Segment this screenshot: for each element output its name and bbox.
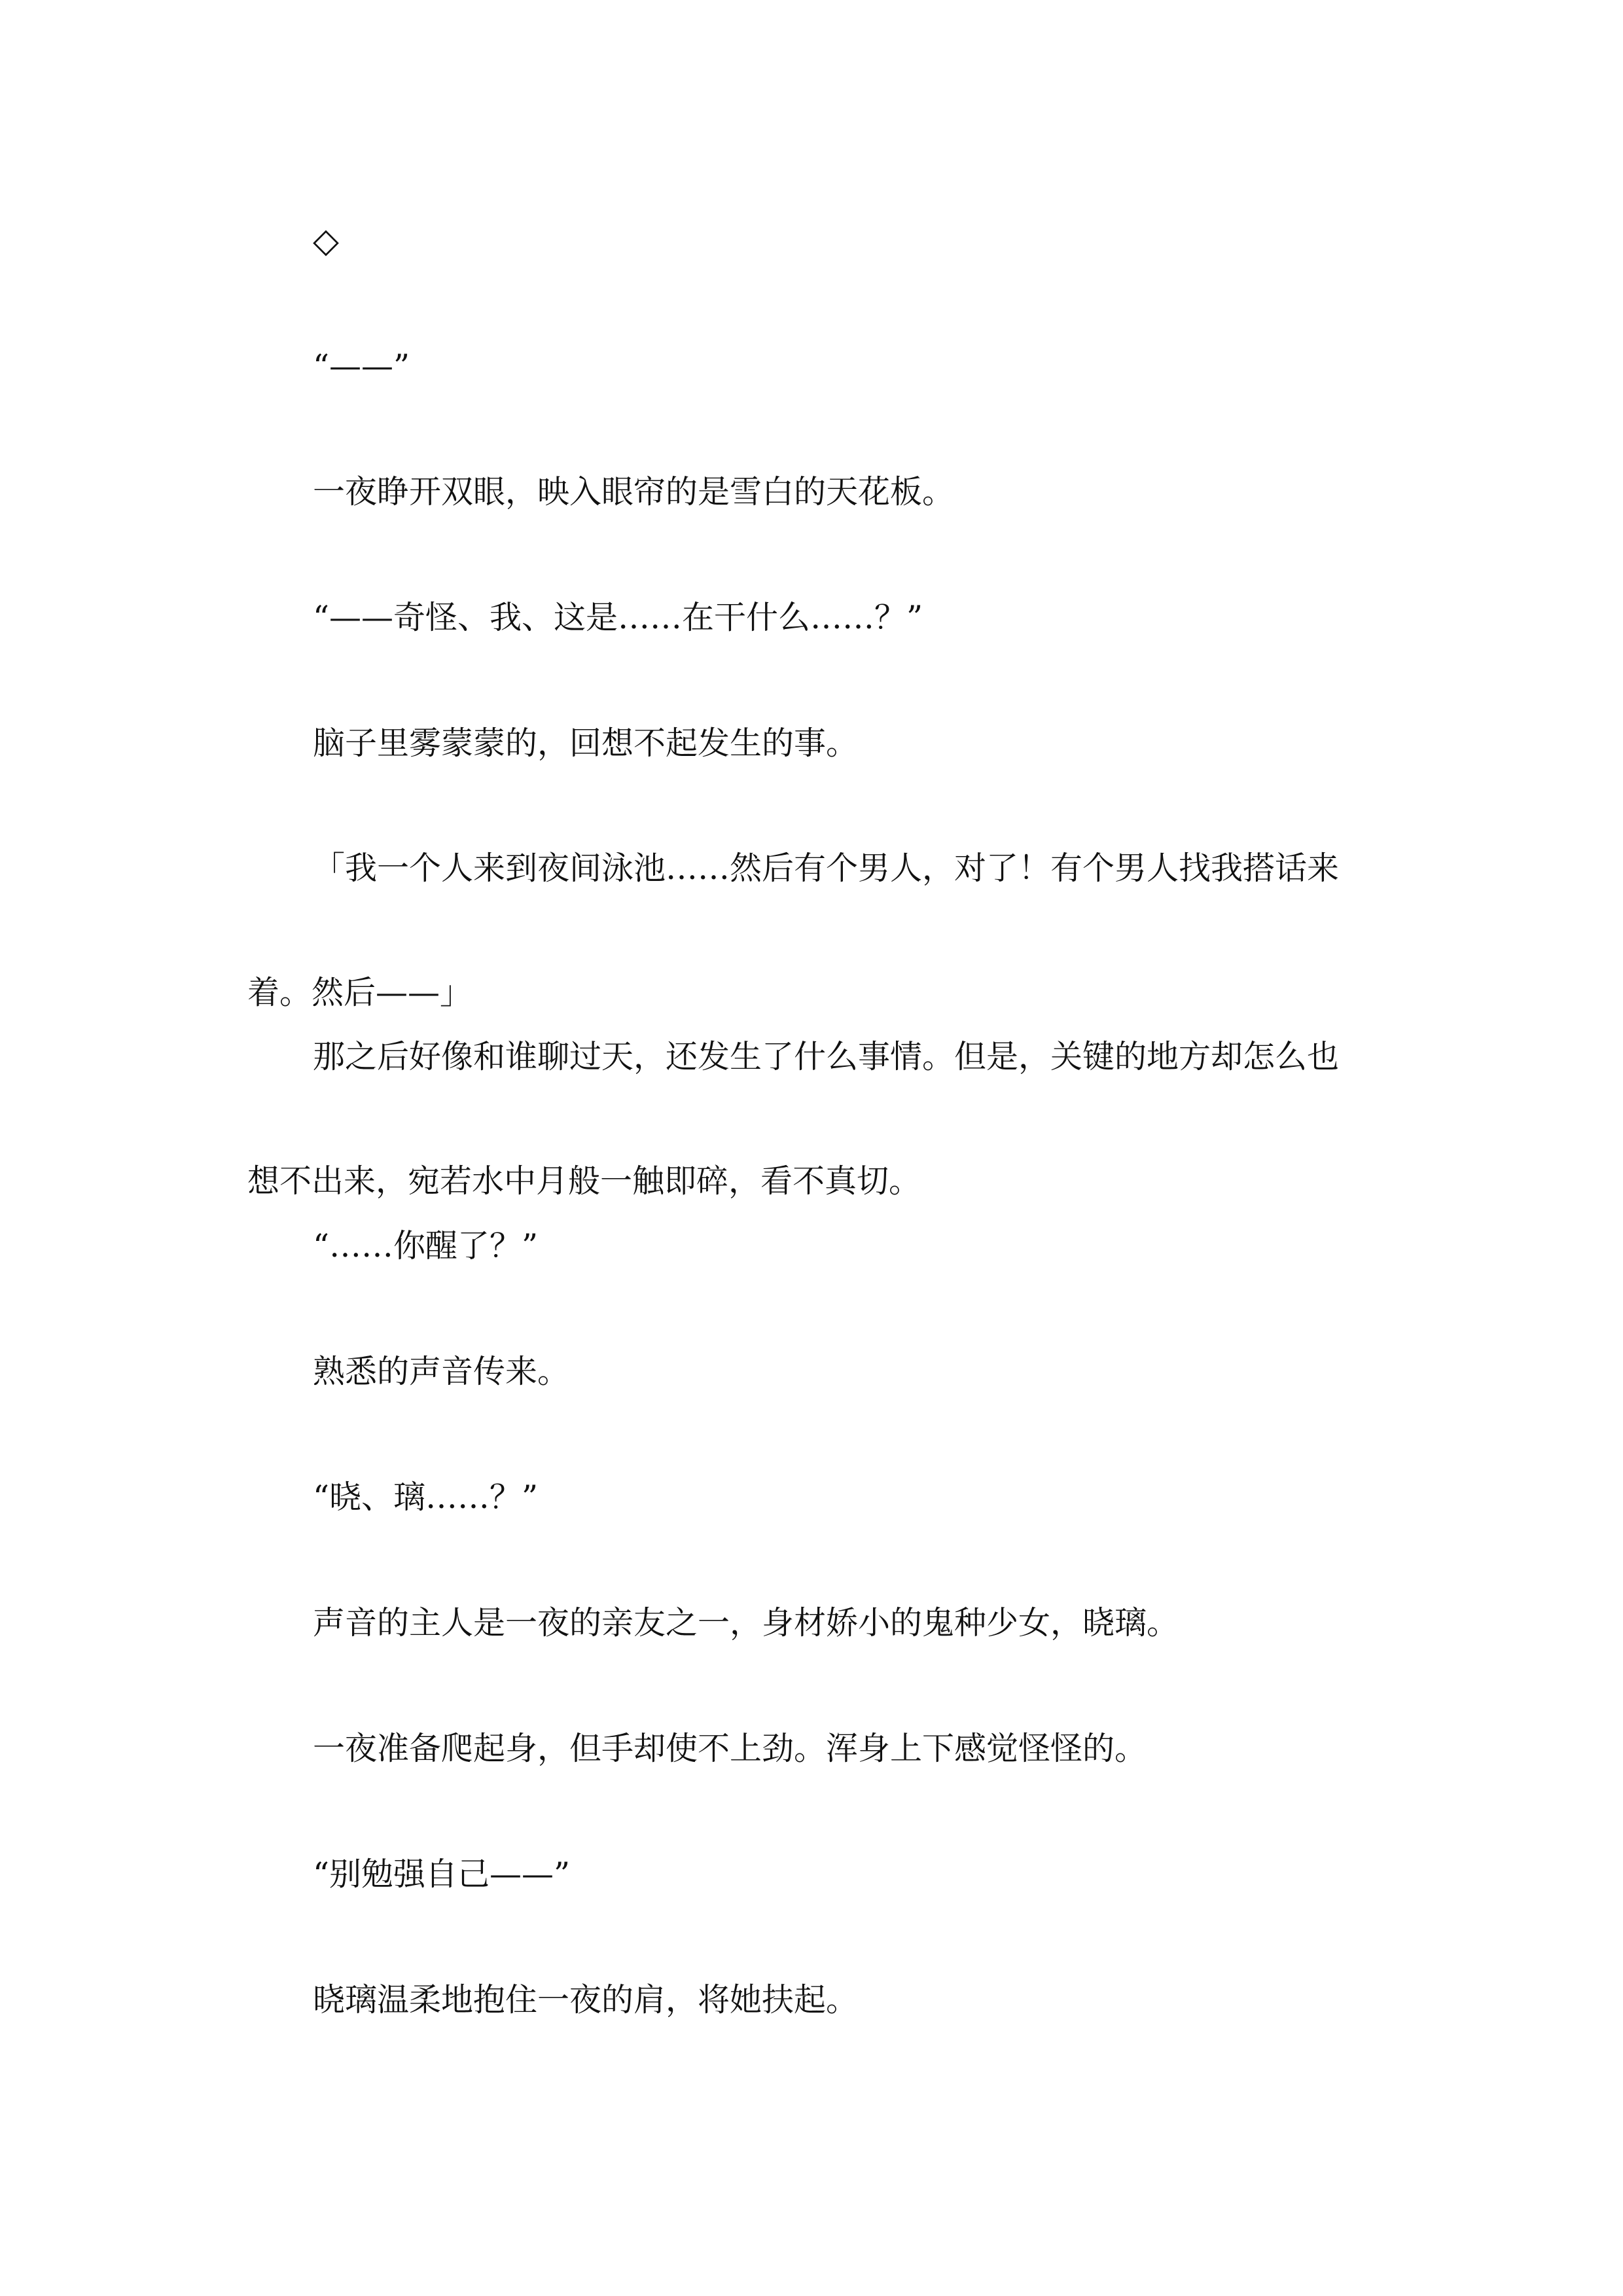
paragraph: 一夜睁开双眼，映入眼帘的是雪白的天花板。 — [313, 473, 955, 511]
paragraph: 「我一个人来到夜间泳池……然后有个男人，对了！有个男人找我搭话来着。然后——」 — [247, 850, 1340, 1011]
paragraph: “——奇怪、我、这是……在干什么……？” — [313, 599, 923, 636]
paragraph: “……你醒了？” — [313, 1227, 539, 1265]
paragraph: “晓、璃……？” — [313, 1479, 539, 1516]
paragraph: “——” — [313, 348, 410, 385]
paragraph: “别勉强自己——” — [313, 1856, 571, 1893]
paragraph: 声音的主人是一夜的亲友之一，身材娇小的鬼种少女，晓璃。 — [313, 1604, 1179, 1641]
section-break-diamond: ◇ — [313, 221, 339, 260]
paragraph: 熟悉的声音传来。 — [313, 1353, 570, 1390]
paragraph: 脑子里雾蒙蒙的，回想不起发生的事。 — [313, 725, 859, 762]
paragraph: 晓璃温柔地抱住一夜的肩，将她扶起。 — [313, 1981, 859, 2018]
paragraph: 那之后好像和谁聊过天，还发生了什么事情。但是，关键的地方却怎么也想不出来，宛若水中月般一触即碎，看不真切。 — [247, 1038, 1340, 1200]
paragraph: 一夜准备爬起身，但手却使不上劲。浑身上下感觉怪怪的。 — [313, 1730, 1147, 1767]
